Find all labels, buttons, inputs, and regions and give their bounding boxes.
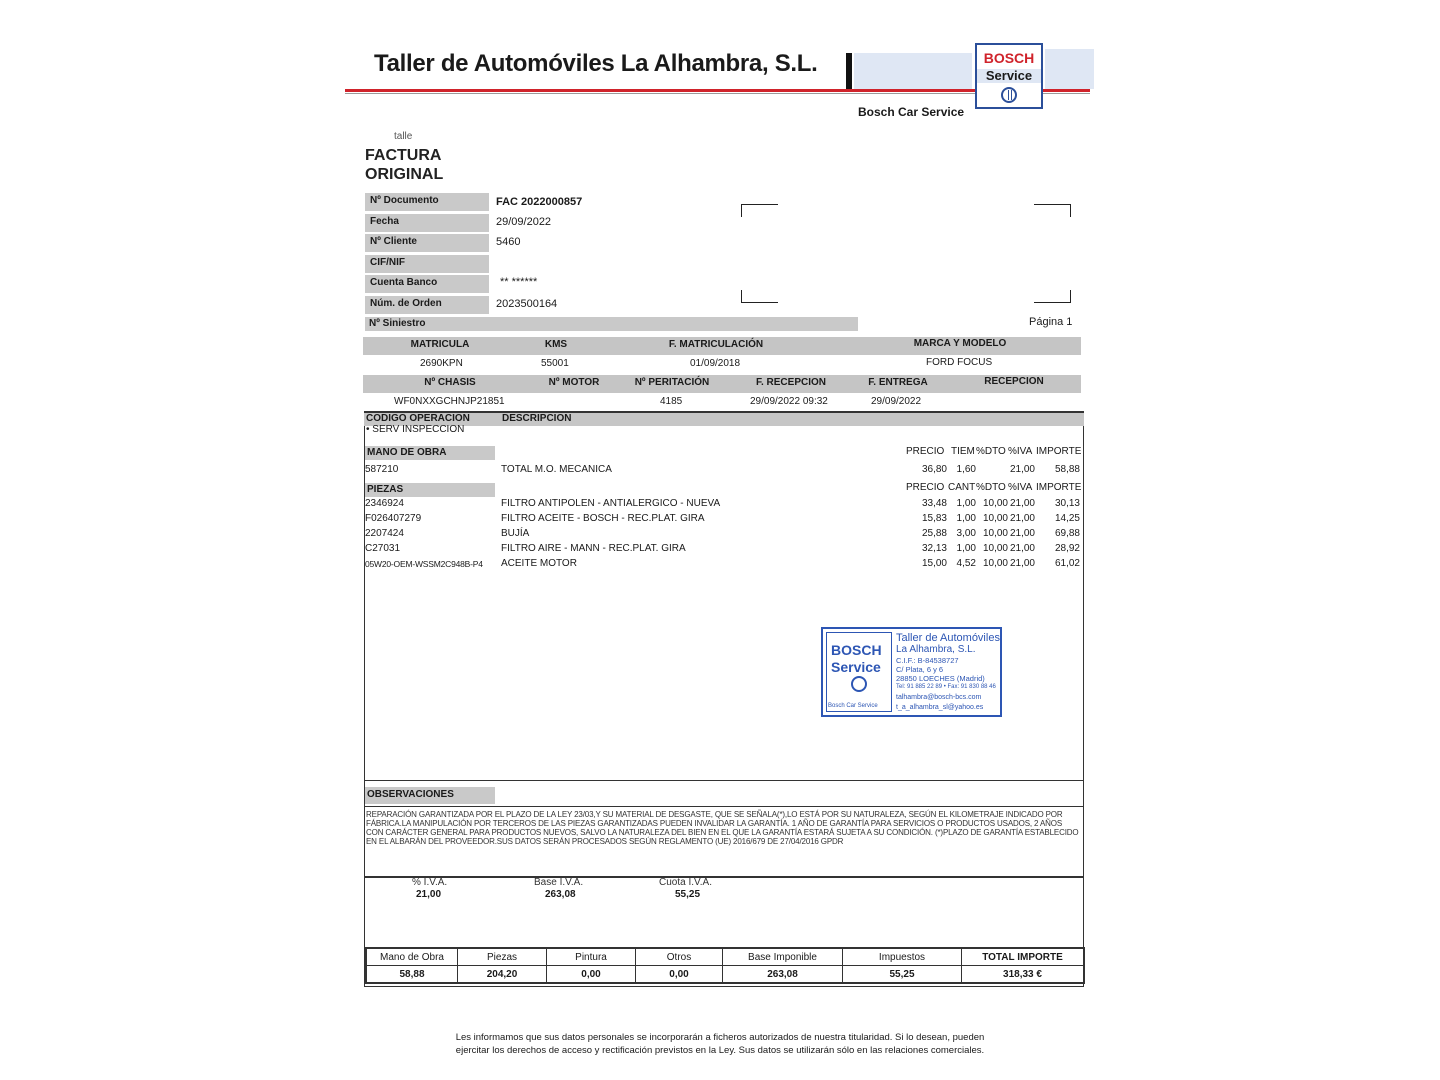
vehicle-header-fentrega: F. ENTREGA — [868, 377, 928, 388]
parts-row-precio: 15,83 — [921, 513, 947, 524]
small-text: talle — [394, 131, 413, 142]
labor-row-importe: 58,88 — [1054, 464, 1080, 475]
totals-header-pintura: Pintura — [547, 948, 636, 966]
parts-row-dto: 10,00 — [982, 558, 1008, 569]
field-label-orden: Núm. de Orden — [365, 296, 489, 314]
totals-header-total: TOTAL IMPORTE — [962, 948, 1085, 966]
totals-header-otros: Otros — [636, 948, 723, 966]
vehicle-value-peritacion: 4185 — [660, 396, 683, 407]
field-label-banco: Cuenta Banco — [365, 275, 489, 293]
parts-row-code: 2346924 — [365, 498, 404, 509]
parts-row-precio: 32,13 — [921, 543, 947, 554]
observations-text: REPARACIÓN GARANTIZADA POR EL PLAZO DE LA LEY 23/03,Y SU MATERIAL DE DESGASTE, QUE SE SEÑALA(*),LO ESTÁ POR SU NATURALEZA, SEGÚN EL KILOMETRAJE INDICADO POR FÁBRICA.LA MANIPULACIÓN POR TERCEROS DE LAS PIEZAS GARANTIZADAS PUEDEN INVALIDAR LA GARANTÍA. 1 AÑO DE GARANTÍA PARA SERVICIOS O PRODUCTOS USADOS, 2 AÑOS CON CARÁCTER GENERAL PARA PRODUCTOS NUEVOS, SALVO LA NATURALEZA DEL BIEN EN EL QUE LA GARANTÍA ESTARÁ SUJETA A SU CONDICIÓN. (*)PLAZO DE GARANTÍA ESTABLECIDO EN EL ALBARÁN DEL PROVEEDOR.SUS DATOS SERÁN PROCESADOS SEGÚN REGLAMENTO (UE) 2016/679 DE 27/04/2016 GPDR — [366, 810, 1079, 846]
header-blue-band — [854, 53, 972, 89]
stamp-city: 28850 LOECHES (Madrid) — [896, 674, 985, 683]
field-value-documento: FAC 2022000857 — [496, 196, 583, 208]
parts-row-cant: 4,52 — [956, 558, 976, 569]
parts-row-code: C27031 — [365, 543, 401, 554]
parts-row-cant: 1,00 — [956, 498, 976, 509]
totals-value-pintura: 0,00 — [547, 966, 636, 984]
stamp-cif: C.I.F.: B-84538727 — [896, 656, 959, 665]
parts-row-precio: 15,00 — [921, 558, 947, 569]
siniestro-bar — [365, 317, 858, 331]
parts-row-code: F026407279 — [365, 513, 422, 524]
vehicle-header-marca: MARCA Y MODELO — [913, 338, 1007, 349]
vehicle-value-frecepcion: 29/09/2022 09:32 — [750, 396, 828, 407]
company-name: Taller de Automóviles La Alhambra, S.L. — [374, 50, 818, 77]
parts-header-dto: %DTO — [976, 482, 1006, 493]
parts-row-iva: 21,00 — [1009, 543, 1035, 554]
stamp-armature-icon — [851, 676, 867, 692]
page-number: Página 1 — [1029, 316, 1073, 328]
labor-row-code: 587210 — [365, 464, 399, 475]
stamp-service: Service — [831, 659, 881, 675]
invoice-title — [365, 146, 443, 184]
address-bracket-bl — [741, 290, 778, 303]
totals-value-row — [366, 966, 1084, 984]
parts-section-title: PIEZAS — [365, 483, 495, 497]
vat-value-base: 263,08 — [545, 889, 576, 900]
header-black-bar — [846, 53, 852, 89]
labor-section-title: MANO DE OBRA — [365, 446, 495, 460]
invoice-title-line1: FACTURA — [365, 147, 442, 164]
invoice-title-line2: ORIGINAL — [365, 166, 444, 183]
observations-title: OBSERVACIONES — [365, 787, 495, 804]
parts-row-desc: FILTRO AIRE - MANN - REC.PLAT. GIRA — [501, 543, 686, 554]
labor-header-dto: %DTO — [976, 446, 1006, 457]
parts-row-cant: 1,00 — [956, 543, 976, 554]
totals-value-piezas: 204,20 — [458, 966, 547, 984]
field-value-banco: ** ****** — [500, 276, 538, 288]
parts-row-desc: FILTRO ACEITE - BOSCH - REC.PLAT. GIRA — [501, 513, 705, 524]
header-blue-band-right — [1045, 49, 1094, 89]
vehicle-header-kms: KMS — [544, 339, 568, 350]
parts-header-cant: CANT — [948, 482, 976, 493]
vehicle-value-chasis: WF0NXXGCHNJP21851 — [394, 396, 505, 407]
vat-header-pct: % I.V.A. — [412, 877, 448, 888]
parts-row-desc: ACEITE MOTOR — [501, 558, 577, 569]
parts-row-importe: 69,88 — [1054, 528, 1080, 539]
parts-row-iva: 21,00 — [1009, 528, 1035, 539]
totals-value-impuestos: 55,25 — [843, 966, 962, 984]
field-value-orden: 2023500164 — [496, 298, 558, 310]
vehicle-value-marca: FORD FOCUS — [926, 357, 993, 368]
stamp-footer: Bosch Car Service — [828, 703, 878, 709]
parts-row-desc: FILTRO ANTIPOLEN - ANTIALERGICO - NUEVA — [501, 498, 721, 509]
stamp-line2: La Alhambra, S.L. — [896, 644, 976, 655]
parts-row-iva: 21,00 — [1009, 558, 1035, 569]
stamp-web: talhambra@bosch-bcs.com — [896, 694, 982, 701]
stamp-email: t_a_alhambra_sl@yahoo.es — [896, 704, 984, 711]
vat-header-base: Base I.V.A. — [534, 877, 584, 888]
stamp-phone: Tel: 91 885 22 89 • Fax: 91 830 88 46 — [896, 684, 996, 690]
parts-row-code: 05W20-OEM-WSSM2C948B-P4 — [365, 559, 483, 569]
vehicle-value-kms: 55001 — [541, 358, 569, 369]
logo-service: Service — [977, 69, 1041, 83]
labor-header-importe: IMPORTE — [1036, 446, 1082, 457]
stamp-brand: BOSCH — [831, 642, 882, 658]
car-service-label: Bosch Car Service — [858, 105, 965, 119]
vehicle-header-matricula: MATRICULA — [410, 339, 470, 350]
operation-line: • SERV INSPECCION — [366, 424, 465, 435]
vehicle-value-fentrega: 29/09/2022 — [871, 396, 922, 407]
parts-row-importe: 14,25 — [1054, 513, 1080, 524]
parts-row-precio: 25,88 — [921, 528, 947, 539]
totals-value-base: 263,08 — [723, 966, 843, 984]
lines-header-bar — [364, 411, 1084, 426]
parts-row-cant: 1,00 — [956, 513, 976, 524]
vehicle-header-recepcion: RECEPCION — [984, 376, 1044, 387]
vehicle-header-fmatric: F. MATRICULACIÓN — [668, 339, 764, 350]
logo-brand: BOSCH — [983, 50, 1035, 66]
labor-header-tiem: TIEM — [951, 446, 975, 457]
totals-value-total: 318,33 € — [962, 966, 1085, 984]
totals-table — [365, 947, 1085, 984]
address-bracket-tr — [1034, 204, 1071, 217]
vat-value-pct: 21,00 — [416, 889, 442, 900]
company-stamp — [821, 627, 1002, 717]
labor-row-precio: 36,80 — [921, 464, 947, 475]
field-value-fecha: 29/09/2022 — [496, 216, 552, 228]
parts-row-cant: 3,00 — [956, 528, 976, 539]
parts-row-importe: 30,13 — [1054, 498, 1080, 509]
parts-row-dto: 10,00 — [982, 528, 1008, 539]
parts-header-importe: IMPORTE — [1036, 482, 1082, 493]
labor-row-iva: 21,00 — [1009, 464, 1035, 475]
parts-header-precio: PRECIO — [906, 482, 945, 493]
col-desc-header: DESCRIPCION — [502, 413, 572, 424]
field-label-fecha: Fecha — [365, 214, 489, 232]
vat-header-cuota: Cuota I.V.A. — [659, 877, 712, 888]
labor-row-tiem: 1,60 — [956, 464, 976, 475]
totals-header-impuestos: Impuestos — [843, 948, 962, 966]
totals-header-base: Base Imponible — [723, 948, 843, 966]
labor-row-desc: TOTAL M.O. MECANICA — [501, 464, 612, 475]
bosch-service-logo — [975, 43, 1043, 109]
vehicle-value-fmatric: 01/09/2018 — [690, 358, 741, 369]
parts-row-code: 2207424 — [365, 528, 404, 539]
totals-header-mano: Mano de Obra — [366, 948, 458, 966]
parts-header-iva: %IVA — [1008, 482, 1033, 493]
stamp-street: C/ Plata, 6 y 6 — [896, 665, 944, 674]
vehicle-header-frecepcion: F. RECEPCION — [755, 377, 826, 388]
parts-row-dto: 10,00 — [982, 513, 1008, 524]
totals-header-row — [366, 948, 1084, 966]
parts-row-dto: 10,00 — [982, 543, 1008, 554]
totals-header-piezas: Piezas — [458, 948, 547, 966]
parts-row-iva: 21,00 — [1009, 513, 1035, 524]
address-bracket-br — [1034, 290, 1071, 303]
totals-value-otros: 0,00 — [636, 966, 723, 984]
field-label-documento: Nº Documento — [365, 193, 489, 211]
field-label-siniestro: Nº Siniestro — [369, 318, 426, 329]
col-code-header: CODIGO OPERACION — [366, 413, 470, 424]
field-value-cliente: 5460 — [496, 236, 521, 248]
field-label-cif: CIF/NIF — [365, 255, 489, 273]
labor-header-precio: PRECIO — [906, 446, 945, 457]
vat-value-cuota: 55,25 — [675, 889, 701, 900]
observations-bottom-rule — [365, 876, 1083, 878]
parts-row-importe: 61,02 — [1054, 558, 1080, 569]
stamp-line1: Taller de Automóviles — [896, 632, 1000, 644]
privacy-footer: Les informamos que sus datos personales se incorporarán a ficheros autorizados de nuestra titularidad. Si lo desean, pueden ejercitar los derechos de acceso y rectificación previstos en la Ley. Sus datos se utilizarán sólo en las relaciones comerciales. — [455, 1032, 985, 1056]
parts-row-desc: BUJÍA — [501, 528, 530, 539]
vehicle-header-chasis: Nº CHASIS — [424, 377, 476, 388]
vehicle-value-matricula: 2690KPN — [420, 358, 463, 369]
bosch-armature-icon — [1001, 87, 1017, 103]
vehicle-header-peritacion: Nº PERITACIÓN — [634, 377, 710, 388]
parts-row-importe: 28,92 — [1054, 543, 1080, 554]
parts-row-dto: 10,00 — [982, 498, 1008, 509]
field-label-cliente: Nº Cliente — [365, 234, 489, 252]
parts-row-precio: 33,48 — [921, 498, 947, 509]
parts-row-iva: 21,00 — [1009, 498, 1035, 509]
vehicle-header-motor: Nº MOTOR — [548, 377, 600, 388]
address-bracket-tl — [741, 204, 778, 217]
labor-header-iva: %IVA — [1008, 446, 1033, 457]
totals-value-mano: 58,88 — [366, 966, 458, 984]
observations-mid-rule — [365, 806, 1083, 807]
observations-top-rule — [365, 780, 1083, 781]
